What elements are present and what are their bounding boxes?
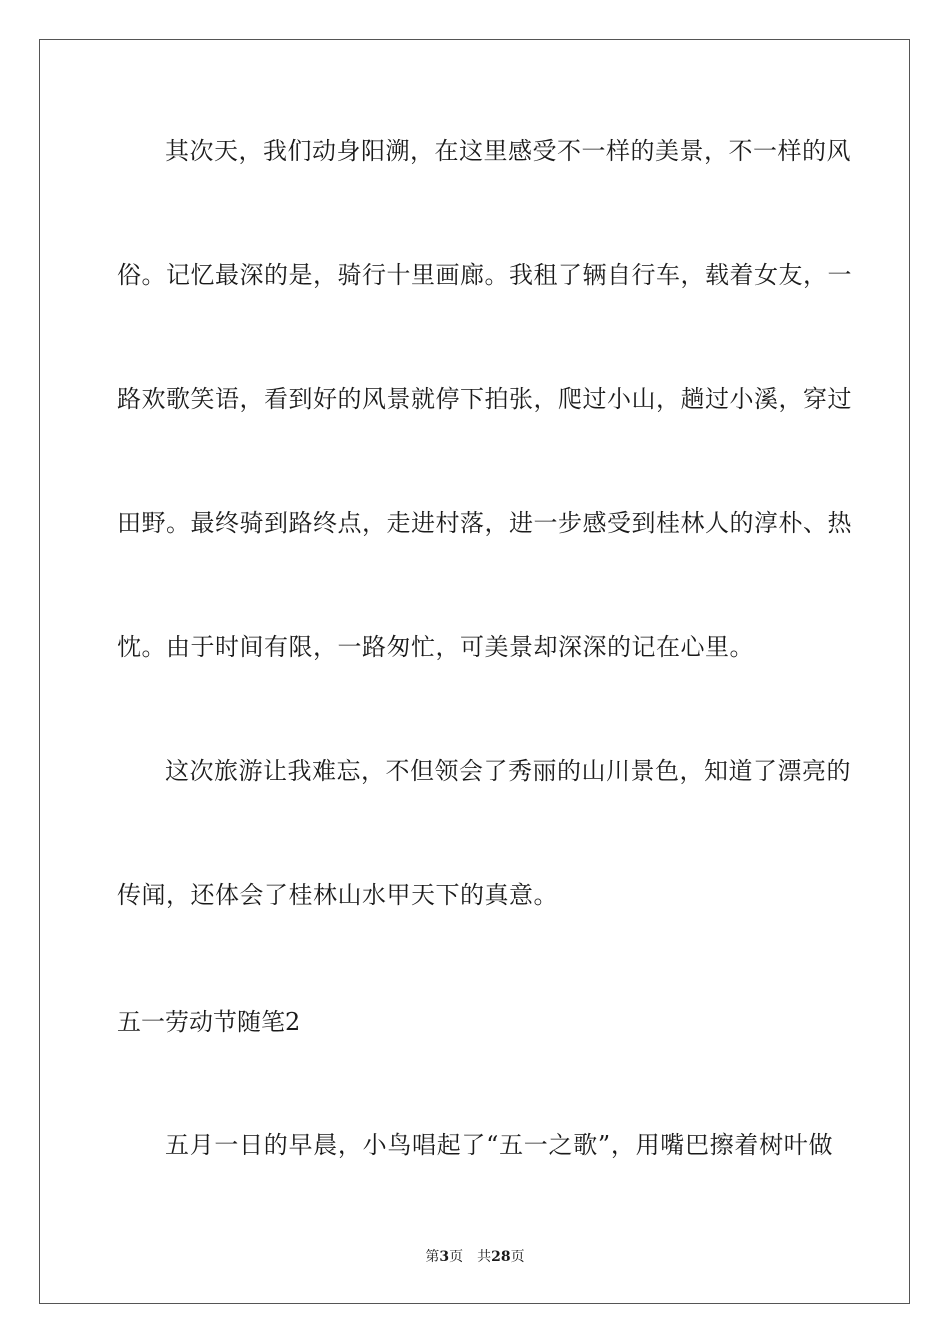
total-pages: 28 bbox=[491, 1249, 511, 1265]
page-footer bbox=[0, 1248, 950, 1266]
page-suffix: 页 bbox=[449, 1249, 464, 1265]
paragraph-1-line-2: 俗。记忆最深的是，骑行十里画廊。我租了辆自行车，载着女友，一 bbox=[117, 261, 852, 289]
section-paragraph-line-1: 五月一日的早晨，小鸟唱起了“五一之歌”，用嘴巴擦着树叶做 bbox=[165, 1131, 833, 1159]
total-suffix: 页 bbox=[510, 1249, 525, 1265]
page-border bbox=[39, 39, 910, 1304]
total-prefix: 共 bbox=[477, 1249, 492, 1265]
page-number: 3 bbox=[439, 1249, 450, 1265]
page-prefix: 第 bbox=[425, 1249, 440, 1265]
paragraph-2-line-1: 这次旅游让我难忘，不但领会了秀丽的山川景色，知道了漂亮的 bbox=[165, 757, 851, 785]
paragraph-1-line-3: 路欢歌笑语，看到好的风景就停下拍张，爬过小山，趟过小溪，穿过 bbox=[117, 385, 852, 413]
paragraph-1-line-1: 其次天，我们动身阳溯，在这里感受不一样的美景，不一样的风 bbox=[165, 137, 851, 165]
paragraph-1-line-5: 忱。由于时间有限，一路匆忙，可美景却深深的记在心里。 bbox=[117, 633, 754, 661]
section-heading: 五一劳动节随笔2 bbox=[117, 1008, 301, 1036]
paragraph-2-line-2: 传闻，还体会了桂林山水甲天下的真意。 bbox=[117, 881, 558, 909]
paragraph-1-line-4: 田野。最终骑到路终点，走进村落，进一步感受到桂林人的淳朴、热 bbox=[117, 509, 852, 537]
